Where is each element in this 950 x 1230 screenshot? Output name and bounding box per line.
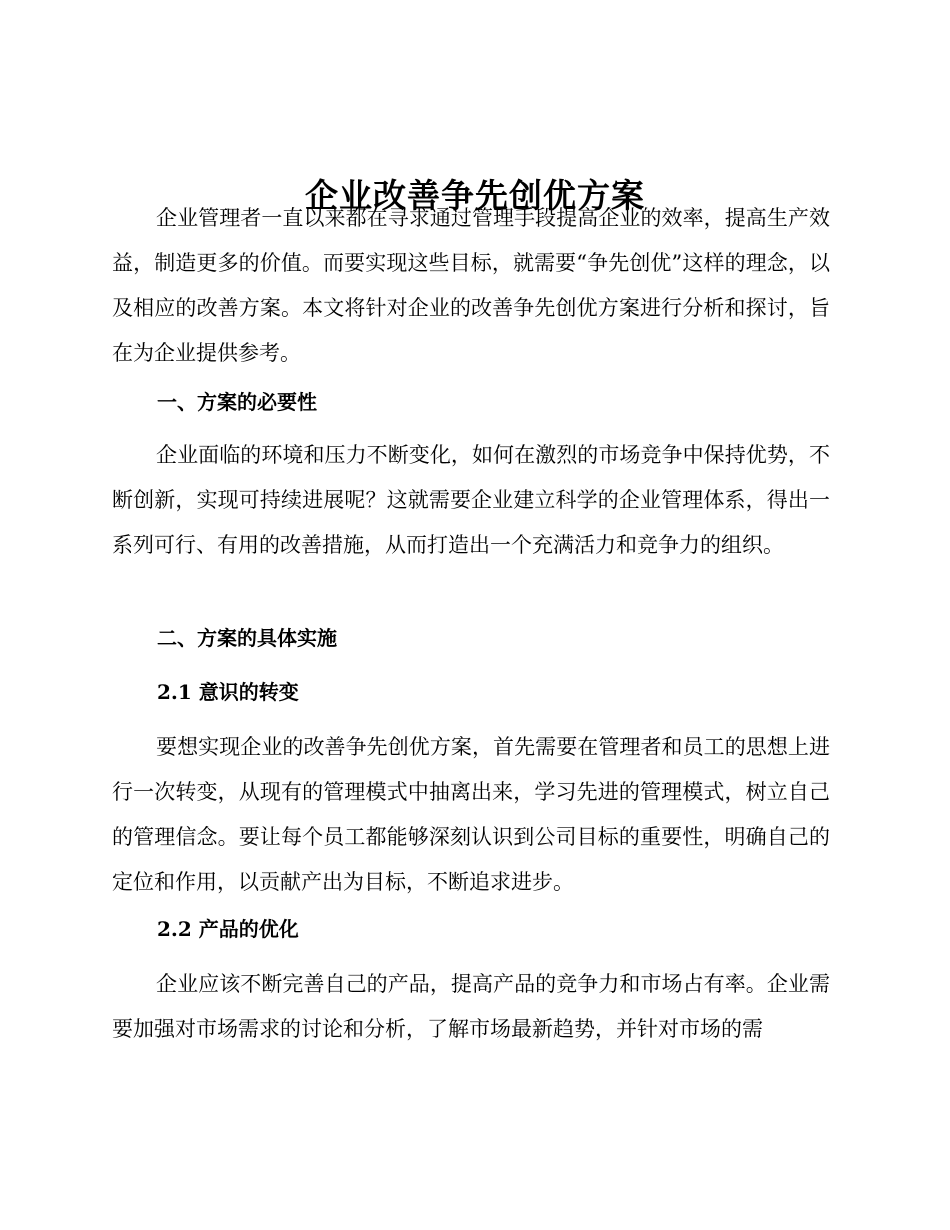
necessity-paragraph: 企业面临的环境和压力不断变化，如何在激烈的市场竞争中保持优势，不断创新，实现可持续进展呢？这就需要企业建立科学的企业管理体系，得出一系列可行、有用的改善措施，从而打造出一个充满活力和竞争力的组织。 — [112, 443, 830, 557]
subsection-heading-mindset: 2.1 意识的转变 — [157, 680, 299, 704]
section-heading-implementation: 二、方案的具体实施 — [157, 626, 337, 650]
document-title: 企业改善争先创优方案 — [305, 176, 645, 216]
mindset-paragraph: 要想实现企业的改善争先创优方案，首先需要在管理者和员工的思想上进行一次转变，从现有的管理模式中抽离出来，学习先进的管理模式，树立自己的管理信念。要让每个员工都能够深刻认识到公司目标的重要性，明确自己的定位和作用，以贡献产出为目标，不断追求进步。 — [112, 735, 830, 894]
product-paragraph: 企业应该不断完善自己的产品，提高产品的竞争力和市场占有率。企业需要加强对市场需求的讨论和分析，了解市场最新趋势，并针对市场的需 — [112, 972, 830, 1041]
subsection-heading-product: 2.2 产品的优化 — [157, 917, 299, 941]
section-heading-necessity: 一、方案的必要性 — [157, 390, 317, 414]
intro-paragraph: 企业管理者一直以来都在寻求通过管理手段提高企业的效率，提高生产效益，制造更多的价值。而要实现这些目标，就需要“争先创优”这样的理念，以及相应的改善方案。本文将针对企业的改善争先创优方案进行分析和探讨，旨在为企业提供参考。 — [112, 206, 830, 365]
